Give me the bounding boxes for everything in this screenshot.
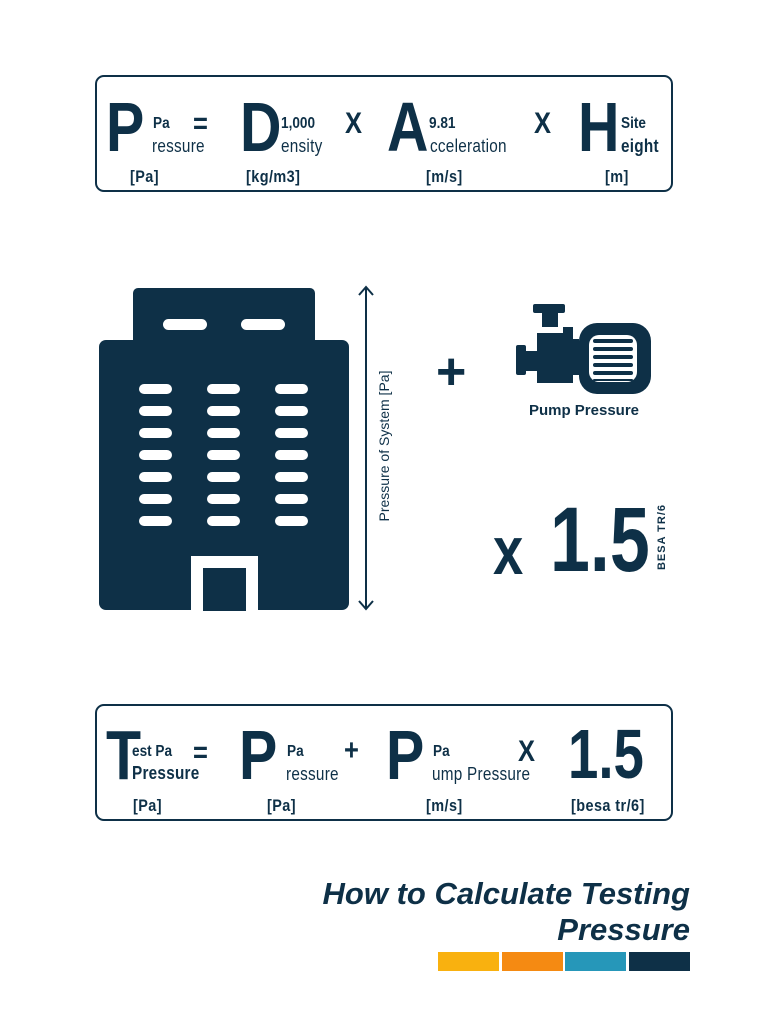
factor-prefix: x xyxy=(493,513,524,589)
pump-icon xyxy=(515,303,653,395)
color-bar-orange xyxy=(502,952,563,971)
f2-factor-value: 1.5 xyxy=(568,715,644,793)
f1-times-2: X xyxy=(534,107,552,140)
f1-pressure-rest: ressure xyxy=(152,136,205,156)
f1-height-sup: Site xyxy=(621,115,646,132)
f2-times: X xyxy=(518,735,536,768)
f2-pump-letter: P xyxy=(386,716,425,794)
f2-test-unit: [Pa] xyxy=(133,796,163,815)
f1-acceleration-sup: 9.81 xyxy=(429,115,456,132)
title-line-2: Pressure xyxy=(557,912,690,947)
f1-times-1: X xyxy=(345,107,363,140)
f2-test-rest: Pressure xyxy=(132,763,200,783)
illustration-plus: + xyxy=(436,343,467,401)
f1-density-sup: 1,000 xyxy=(281,115,316,132)
f1-acceleration-rest: cceleration xyxy=(430,136,507,156)
f1-equals: = xyxy=(193,107,208,140)
f2-pump-unit: [m/s] xyxy=(426,796,463,815)
f1-pressure-sup: Pa xyxy=(153,115,170,132)
system-pressure-label: Pressure of System [Pa] xyxy=(376,370,392,522)
f2-test-letter: T xyxy=(106,716,142,794)
f2-pump-rest: ump Pressure xyxy=(432,764,531,784)
f1-height-rest: eight xyxy=(621,136,659,156)
page-title xyxy=(323,876,690,948)
f1-density-rest: ensity xyxy=(281,136,323,156)
factor-note: BESA TR/6 xyxy=(656,503,668,571)
color-bar-yellow xyxy=(438,952,499,971)
f2-pressure-letter: P xyxy=(239,716,278,794)
f2-pressure-rest: ressure xyxy=(286,764,339,784)
f1-acceleration-unit: [m/s] xyxy=(426,167,463,186)
f2-pump-sup: Pa xyxy=(433,743,450,760)
f2-equals: = xyxy=(193,736,208,769)
title-line-1: How to Calculate Testing xyxy=(322,876,690,911)
factor-value: 1.5 xyxy=(550,489,650,591)
building-icon xyxy=(99,286,351,611)
color-bar-blue xyxy=(565,952,626,971)
f1-density-letter: D xyxy=(240,88,282,166)
pump-pressure-label: Pump Pressure xyxy=(528,402,640,419)
f2-plus: + xyxy=(344,734,359,767)
f1-height-letter: H xyxy=(578,88,620,166)
f2-factor-unit: [besa tr/6] xyxy=(571,796,645,815)
f2-pressure-sup: Pa xyxy=(287,743,304,760)
f2-test-sup: est Pa xyxy=(132,743,173,760)
f1-density-unit: [kg/m3] xyxy=(246,167,301,186)
f1-pressure-unit: [Pa] xyxy=(130,167,160,186)
vertical-double-arrow xyxy=(356,284,376,612)
f2-pressure-unit: [Pa] xyxy=(267,796,297,815)
f1-pressure-letter: P xyxy=(106,88,145,166)
f1-acceleration-letter: A xyxy=(387,88,429,166)
color-bar-navy xyxy=(629,952,690,971)
f1-height-unit: [m] xyxy=(605,167,629,186)
